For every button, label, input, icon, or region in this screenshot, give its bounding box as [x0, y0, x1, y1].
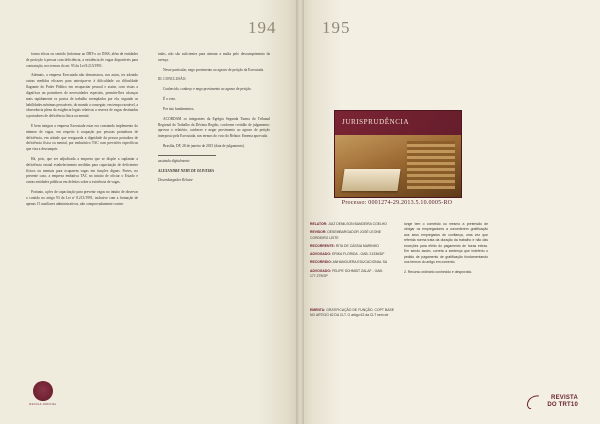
- folio-left: 194: [248, 18, 277, 37]
- folio-right: 195: [322, 18, 351, 37]
- paragraph: longe tem o cometido ou mesmo a pretensão de obrigar os empregadores a concederem gratificação aos seus empregados de confiança, uma vez que referida norma trata da duração da trabalho e não das exceções para efeito do pagamento de horas extras. Em sendo assim, correta a sentença que indeferiu o pedido de pagamento de gratificação fundamentando nos termos do artigo em comento.: [404, 222, 488, 265]
- revista-wordmark-line1: REVISTA: [551, 395, 578, 402]
- paragraph: É o voto.: [163, 97, 177, 102]
- meta-key: RELATOR:: [310, 222, 328, 226]
- paragraph: Ademais, a empresa Executada não demonstrou, nos autos, ter adotado outras medidas eficazes para antecipar-se à dificuldade ou dificuldade flagrante do Poder Público em recapacitar pessoal e assim, com vistas a dignificar un portadores de necessidades especiais, permitir-lhes alcançar mais rapidamente os postos de trabalho exemplados por ela, segundo as habilidades mínimas pessoáveis, do mundo a conseguir, em tempo razoável, a observância plena da exigência legais relativas a reserva de vagas destinadas a portadores de deficiência física ou mental.: [26, 73, 138, 119]
- meta-value: ERIKA FLORIDA - OAB: 21336/DF: [332, 252, 385, 257]
- paragraph: Por tais fundamentos,: [163, 106, 195, 111]
- paragraph: Há, pois, que ser adjudicada a empresa que se dispõe a suplantar a deficiência estatal estabelecimento medidas para capacitação de deficientes físicos ou mentais para ocuparem vagas em funções dignas. Portes, no presente caso, a empresa embativa TAC no intuito de oficiar o Estado e outras entidades públicas em defeitos sobre a existência de vagas.: [26, 157, 138, 185]
- meta-value: DESEMBARGADOR JOSÉ LEONE CORDEIRO LEITE: [310, 230, 382, 240]
- paragraph: ACORDAM os integrantes da Egrégia Segunda Turma do Tribunal Regional do Trabalho da Décima Região, conforme certidão de julgamento: aprovar o relatório, conhecer e negar provimento ao agravo de petição interposto pela Executada, nos termos do voto do Relator. Ementa aprovada.: [158, 116, 270, 139]
- meta-row: [310, 230, 394, 241]
- paragraph: Conhecido, conheço e nego provimento ao agravo de petição.: [163, 87, 252, 92]
- paragraph: 2. Recurso ordinário conhecido e desprovido.: [404, 269, 473, 274]
- ementa-key: EMENTA:: [310, 308, 326, 312]
- meta-row: [310, 244, 394, 249]
- paragraph: tados, não são suficientes para atenuar a multa pelo descumprimento da avença.: [158, 52, 270, 62]
- meta-value: JUIZ DENILSON BANDEIRA COELHO: [328, 222, 387, 226]
- paragraph: Portanto, ações de capacitação para prevenir vagas no intuito de observar o contido no artigo 93 da Lei nº 8.213/1991, inclusive com a formação de apenas 15 auxiliares administrativos, não comprovadamente contra-: [26, 190, 138, 206]
- jurisprudencia-card: [334, 110, 462, 198]
- meta-row: [310, 269, 394, 280]
- law-books-photo: [335, 135, 461, 197]
- meta-key: REVISOR:: [310, 230, 327, 235]
- digital-signature-note: assinado digitalmente: [158, 158, 190, 163]
- ementa-text: GRATIFICAÇÃO DE FUNÇÃO. COPT BASE NO ARTIGO 62 DA CLT. O artigo 62 da CLT nem de: [310, 308, 394, 318]
- spread-gutter: [296, 0, 304, 424]
- process-number: Processo: 0001274-29.2013.5.10.0005-RO: [341, 200, 453, 206]
- open-book-shape: [341, 169, 400, 191]
- escola-judicial-caption: ESCOLA JUDICIAL: [29, 403, 57, 406]
- meta-row: [310, 222, 394, 227]
- meta-value: FELIPE SCHMIDT ZALAF - OAB: 177.279/SP: [310, 268, 383, 278]
- paragraph: Brasília, DF, 28 de janeiro de 2015 (data de julgamento).: [163, 143, 245, 148]
- escola-judicial-mark-icon: [33, 381, 53, 401]
- meta-key: RECORRIDO:: [310, 260, 332, 265]
- left-column-2: [158, 52, 270, 188]
- ementa-continuation-column: [404, 222, 488, 279]
- relator-role: Desembargador Relator: [158, 178, 193, 183]
- bookshelf-shape: [407, 141, 455, 189]
- signature-rule: [158, 155, 216, 156]
- meta-value: RITA DE CÁSSIA MARINHO: [335, 243, 379, 248]
- paragraph: forma eficaz ou sentido (informar ao DRT-x ao INSS, além de entidades de proteção à pessoa com deficiência, a existência de vagas disponíveis para contratação, nos termos do art. 93 da Lei 8.213/1991.: [26, 52, 138, 68]
- paragraph: Nesse particular, nego provimento ao agravo de petição da Executada.: [163, 67, 264, 72]
- meta-row: [310, 252, 394, 257]
- meta-key: ADVOGADO:: [310, 268, 332, 273]
- meta-row: [310, 260, 394, 265]
- escola-judicial-logo: [26, 381, 60, 406]
- revista-wordmark-line2: DO TRT10: [547, 401, 578, 408]
- case-metadata-list: [310, 222, 394, 282]
- jurisprudencia-card-title: JURISPRUDÊNCIA: [342, 118, 410, 126]
- relator-name: ALEXANDRE NERY DE OLIVEIRA: [158, 168, 215, 173]
- left-column-1: [26, 52, 138, 212]
- ementa-block: [310, 308, 394, 319]
- meta-key: RECORRENTE:: [310, 243, 335, 248]
- paragraph: E bem integrar a empresa Executada estar era constando implemento do número de vagas, em respeito à ocupação por pessoas portadoras de deficiência, em atitude que ressguarda a dignidade da pessoa portadora de deficiência física ou mental, por embatisívo TAC com previsões específicas que visa a descumprir.: [26, 123, 138, 152]
- right-page: [300, 0, 600, 424]
- revista-trt10-logo: [526, 395, 578, 408]
- meta-value: ANHANGUERA EDUCACIONAL SA: [332, 260, 388, 265]
- meta-key: ADVOGADO:: [310, 252, 332, 257]
- section-heading: III. CONCLUSÃO:: [158, 77, 187, 82]
